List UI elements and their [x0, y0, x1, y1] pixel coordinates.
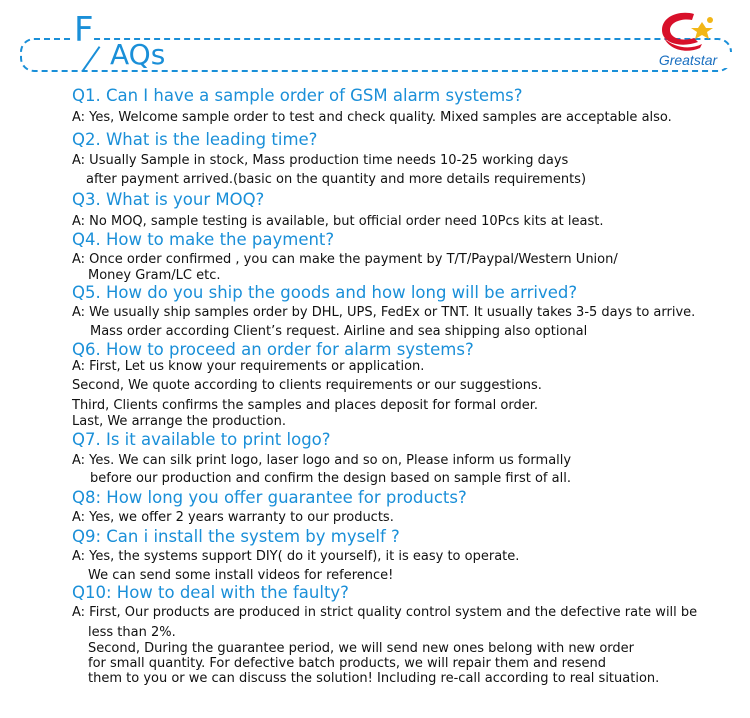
- faq-answer-line: A: Yes, the systems support DIY( do it yourself), it is easy to operate.: [72, 549, 520, 564]
- faq-answer-line: A: No MOQ, sample testing is available, but official order need 10Pcs kits at least.: [72, 214, 604, 229]
- faq-answer-line: A: Yes. We can silk print logo, laser logo and so on, Please inform us formally: [72, 453, 572, 468]
- faq-question: Q9: Can i install the system by myself ?: [72, 527, 400, 546]
- faq-answer-line: Third, Clients confirms the samples and places deposit for formal order.: [72, 398, 538, 413]
- faq-question: Q3. What is your MOQ?: [72, 190, 265, 209]
- title-text: AQs: [110, 38, 166, 71]
- faq-answer-line: A: Yes, we offer 2 years warranty to our products.: [72, 510, 394, 525]
- faq-answer-line: Second, We quote according to clients requirements or our suggestions.: [72, 378, 542, 393]
- faq-answer-line: less than 2%.: [88, 625, 176, 640]
- faq-question: Q7. Is it available to print logo?: [72, 430, 331, 449]
- faq-answer-line: them to you or we can discuss the solution! Including re-call according to real situation.: [88, 671, 660, 686]
- faq-answer-line: A: Once order confirmed , you can make the payment by T/T/Paypal/Western Union/: [72, 252, 618, 267]
- greatstar-logo-text: Greatstar: [640, 52, 736, 68]
- faq-question: Q5. How do you ship the goods and how long will be arrived?: [72, 283, 578, 302]
- faq-answer-line: before our production and confirm the design based on sample first of all.: [90, 471, 571, 486]
- faq-answer-line: We can send some install videos for reference!: [88, 568, 394, 583]
- faq-header: [0, 0, 750, 90]
- faq-question: Q6. How to proceed an order for alarm systems?: [72, 340, 474, 359]
- greatstar-logo-icon: [650, 8, 722, 52]
- faq-answer-line: Second, During the guarantee period, we will send new ones belong with new order: [88, 641, 634, 656]
- faq-question: Q4. How to make the payment?: [72, 230, 335, 249]
- faq-answer-line: Mass order according Client’s request. Airline and sea shipping also optional: [90, 324, 588, 339]
- faq-answer-line: Last, We arrange the production.: [72, 414, 286, 429]
- title-letter-f: F: [74, 10, 94, 50]
- faq-answer-line: A: First, Our products are produced in strict quality control system and the defective rate will be: [72, 605, 698, 620]
- faq-answer-line: A: Yes, Welcome sample order to test and check quality. Mixed samples are acceptable also.: [72, 110, 672, 125]
- faq-answer-line: A: We usually ship samples order by DHL, UPS, FedEx or TNT. It usually takes 3-5 days to arrive.: [72, 305, 696, 320]
- faq-question: Q10: How to deal with the faulty?: [72, 583, 349, 602]
- faq-answer-line: A: Usually Sample in stock, Mass production time needs 10-25 working days: [72, 153, 569, 168]
- greatstar-logo: [640, 8, 740, 74]
- faq-answer-line: Money Gram/LC etc.: [88, 268, 221, 283]
- faq-question: Q8: How long you offer guarantee for products?: [72, 488, 467, 507]
- faq-question: Q2. What is the leading time?: [72, 130, 318, 149]
- faq-question: Q1. Can I have a sample order of GSM alarm systems?: [72, 86, 523, 105]
- faq-answer-line: after payment arrived.(basic on the quantity and more details requirements): [86, 172, 587, 187]
- faq-answer-line: for small quantity. For defective batch products, we will repair them and resend: [88, 656, 606, 671]
- faq-answer-line: A: First, Let us know your requirements or application.: [72, 359, 425, 374]
